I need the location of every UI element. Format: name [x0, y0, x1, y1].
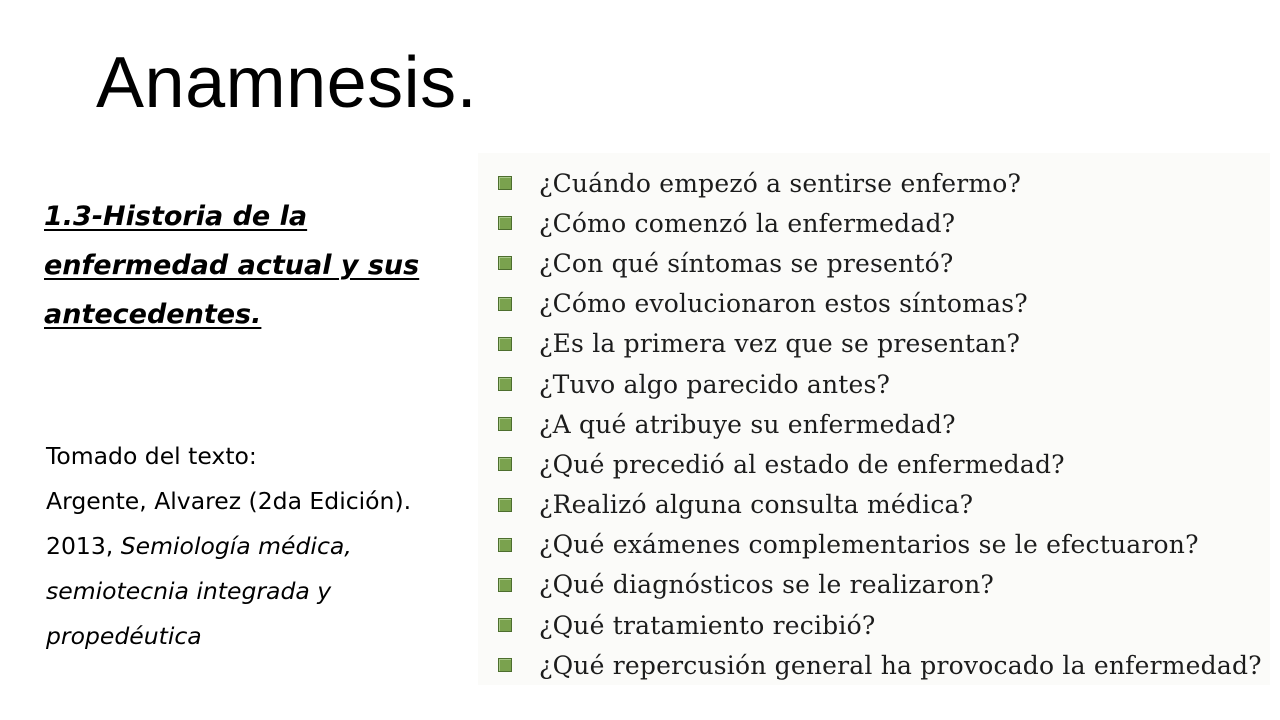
question-item [498, 444, 1262, 484]
question-item [498, 243, 1262, 283]
question-item [498, 565, 1262, 605]
question-item [498, 203, 1262, 243]
green-square-bullet-icon [498, 417, 512, 431]
question-text: ¿Cuándo empezó a sentirse enfermo? [539, 168, 1022, 198]
slide-title: Anamnesis. [96, 43, 478, 123]
question-item [498, 163, 1262, 203]
questions-image-panel [478, 153, 1270, 685]
question-text: ¿Cómo comenzó la enfermedad? [539, 208, 956, 238]
section-heading: 1.3-Historia de la enfermedad actual y sus antecedentes. [44, 201, 420, 330]
question-item [498, 364, 1262, 404]
green-square-bullet-icon [498, 658, 512, 672]
question-item [498, 284, 1262, 324]
question-text: ¿Qué precedió al estado de enfermedad? [539, 449, 1065, 479]
question-text: ¿A qué atribuye su enfermedad? [539, 409, 956, 439]
source-intro: Tomado del texto: [46, 442, 257, 470]
question-text: ¿Qué repercusión general ha provocado la enfermedad? [539, 650, 1262, 680]
question-text: ¿Tuvo algo parecido antes? [539, 369, 891, 399]
green-square-bullet-icon [498, 256, 512, 270]
question-item [498, 605, 1262, 645]
green-square-bullet-icon [498, 618, 512, 632]
question-item [498, 485, 1262, 525]
green-square-bullet-icon [498, 216, 512, 230]
green-square-bullet-icon [498, 176, 512, 190]
question-text: ¿Realizó alguna consulta médica? [539, 490, 974, 520]
question-item [498, 525, 1262, 565]
question-text: ¿Qué exámenes complementarios se le efectuaron? [539, 530, 1199, 560]
citation-book-title: Semiología médica, semiotecnia integrada y propedéutica [46, 532, 352, 650]
green-square-bullet-icon [498, 377, 512, 391]
green-square-bullet-icon [498, 578, 512, 592]
green-square-bullet-icon [498, 457, 512, 471]
question-list [498, 163, 1262, 685]
question-text: ¿Qué tratamiento recibió? [539, 610, 876, 640]
question-text: ¿Qué diagnósticos se le realizaron? [539, 570, 995, 600]
source-citation [46, 434, 451, 659]
question-text: ¿Con qué síntomas se presentó? [539, 248, 954, 278]
green-square-bullet-icon [498, 538, 512, 552]
question-item [498, 324, 1262, 364]
citation-authors: Argente, Alvarez (2da Edición). 2013, [46, 487, 412, 560]
green-square-bullet-icon [498, 498, 512, 512]
question-item [498, 645, 1262, 685]
green-square-bullet-icon [498, 337, 512, 351]
question-text: ¿Es la primera vez que se presentan? [539, 329, 1021, 359]
question-text: ¿Cómo evolucionaron estos síntomas? [539, 289, 1028, 319]
green-square-bullet-icon [498, 297, 512, 311]
question-item [498, 404, 1262, 444]
